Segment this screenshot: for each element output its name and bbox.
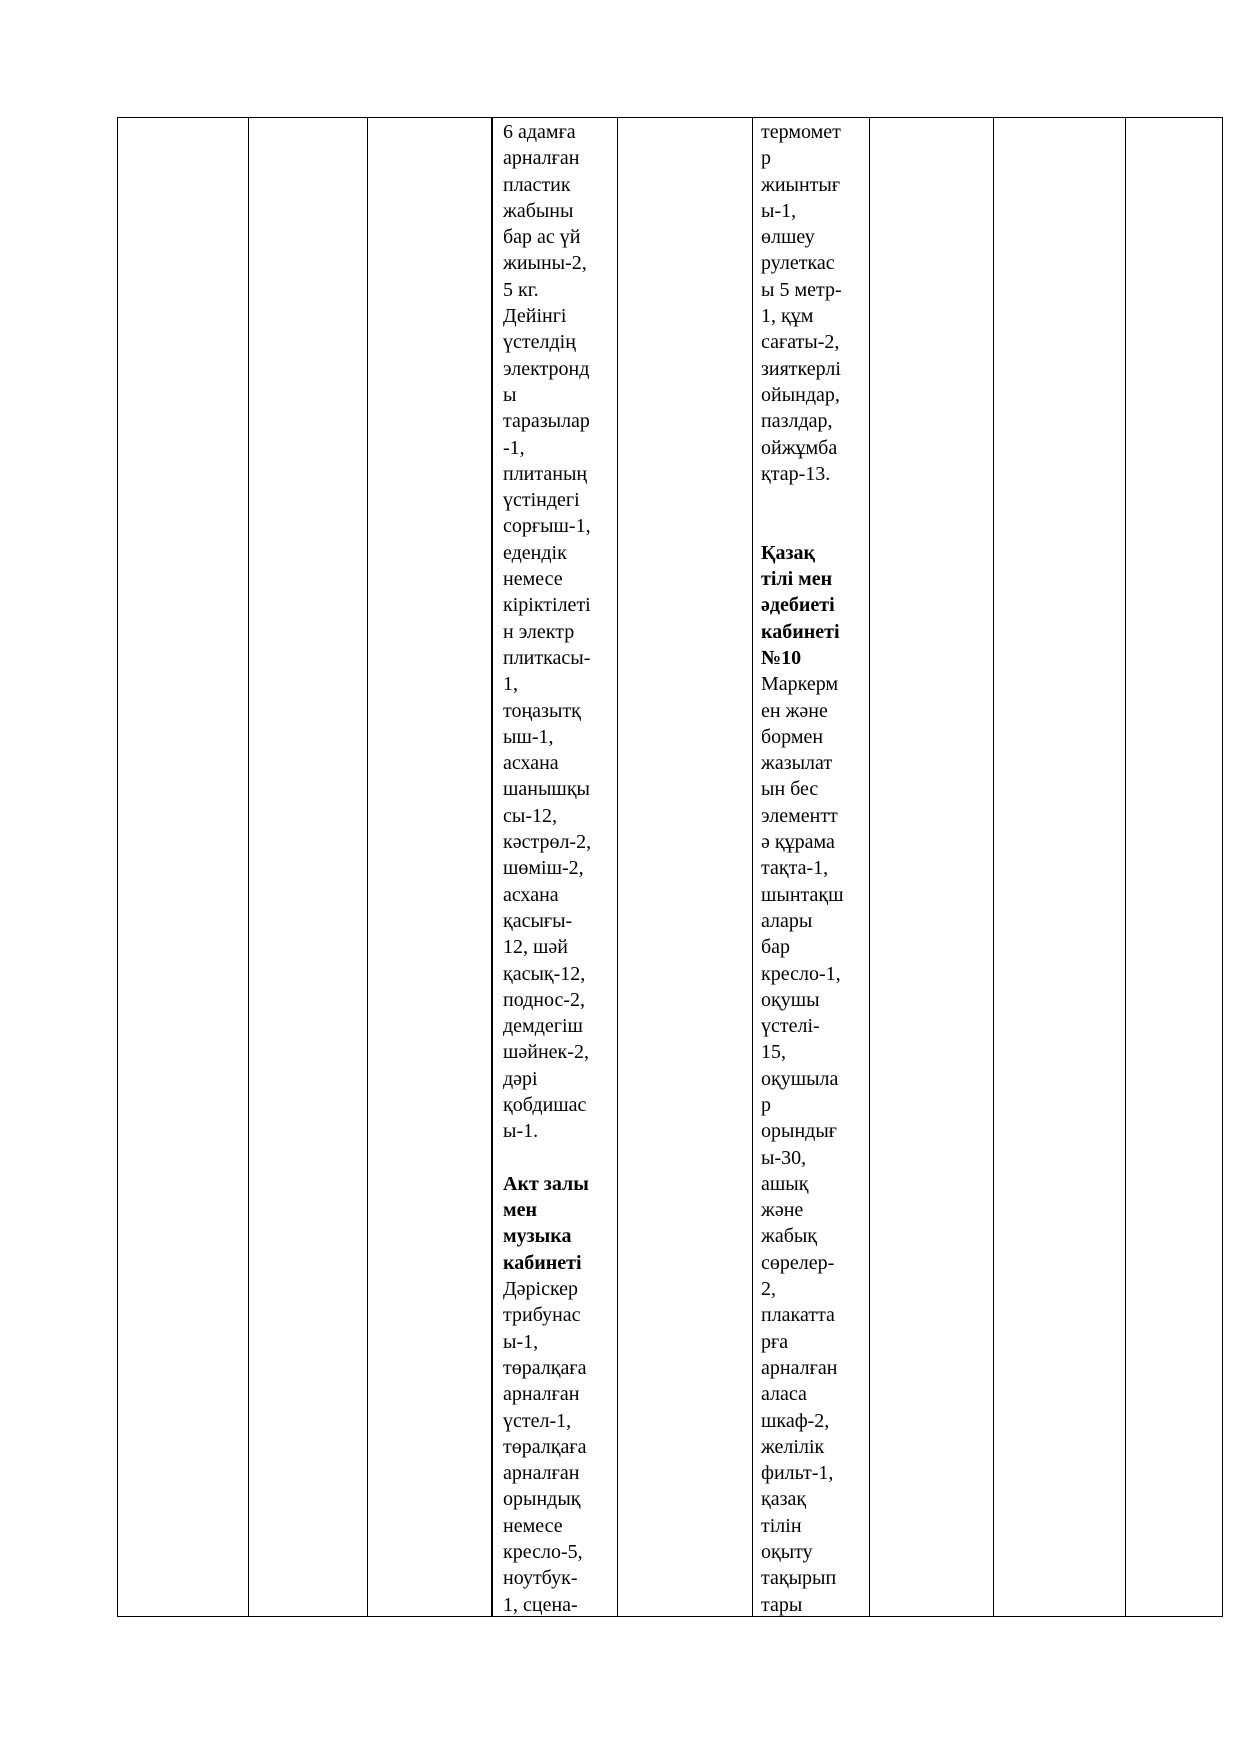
cell-text-line: бормен <box>761 725 824 748</box>
cell-text-line: плиткасы- <box>503 646 591 669</box>
cell-text-line: қазақ <box>761 1488 807 1511</box>
cell-text-line: 15, <box>761 1041 786 1064</box>
table-cell-column-4 <box>503 119 591 1618</box>
column-divider <box>752 118 753 1616</box>
cell-text-line: ен және <box>761 699 828 722</box>
section-heading-line: әдебиеті <box>761 594 835 617</box>
cell-text-line: фильт-1, <box>761 1462 834 1485</box>
cell-text-line: ноутбук- <box>503 1567 578 1590</box>
cell-text-line: шынтақш <box>761 883 844 906</box>
cell-text-line: желілік <box>761 1435 825 1458</box>
cell-text-line: элементт <box>761 804 838 827</box>
cell-text-line: -1, <box>503 436 525 459</box>
cell-text-line <box>761 487 844 513</box>
cell-text-line: үстіндегі <box>503 489 580 512</box>
cell-text-line: поднос-2, <box>503 988 586 1011</box>
cell-text-line: зияткерлі <box>761 357 841 380</box>
cell-text-line: тақырып <box>761 1567 837 1590</box>
cell-text-line: 1, құм <box>761 305 814 328</box>
cell-text-line: қасық-12, <box>503 962 586 985</box>
cell-text-line: ы-1, <box>761 199 797 222</box>
cell-text-line: оқушы <box>761 988 820 1011</box>
section-heading-line: кабинеті <box>503 1251 582 1274</box>
cell-text-line: таразылар <box>503 410 590 433</box>
cell-text-line: жабық <box>761 1225 818 1248</box>
section-heading-line: Акт залы <box>503 1172 589 1195</box>
cell-text-line: асхана <box>503 752 559 775</box>
cell-text-line: немесе <box>503 568 563 591</box>
cell-text-line: аласа <box>761 1383 807 1406</box>
cell-text-line: үстелі- <box>761 1015 820 1038</box>
cell-text-line: Дейінгі <box>503 305 567 328</box>
cell-text-line: шкаф-2, <box>761 1409 830 1432</box>
cell-text-line: бар <box>761 936 791 959</box>
cell-text-line: 12, шәй <box>503 936 568 959</box>
cell-text-line: ашық <box>761 1172 809 1195</box>
equipment-table <box>117 117 1223 1617</box>
section-heading-line: тілі мен <box>761 568 833 591</box>
cell-text-line: бар ас үй <box>503 226 581 249</box>
cell-text-line: арналған <box>503 147 580 170</box>
cell-text-line: рға <box>761 1330 789 1353</box>
cell-text-line: кресло-5, <box>503 1541 583 1564</box>
cell-text-line: үстел-1, <box>503 1409 572 1432</box>
cell-text-line: 2, <box>761 1278 776 1301</box>
cell-text-line: ы-1, <box>503 1330 539 1353</box>
cell-text-line: орындығ <box>761 1120 837 1143</box>
cell-text-line: қтар-13. <box>761 462 831 485</box>
cell-text-line: пазлдар, <box>761 410 833 433</box>
cell-text-line: 5 кг. <box>503 278 539 301</box>
cell-text-line: термомет <box>761 121 841 143</box>
cell-text-line: 6 адамға <box>503 121 576 143</box>
cell-text-line: оқушыла <box>761 1067 839 1090</box>
cell-text-line: 1, сцена- <box>503 1593 578 1616</box>
cell-text-line: оқыту <box>761 1541 813 1564</box>
section-heading-line: кабинеті <box>761 620 840 643</box>
cell-text-line: жиынтығ <box>761 173 841 196</box>
cell-text-line: демдегіш <box>503 1015 583 1038</box>
cell-text-line: пластик <box>503 173 571 196</box>
cell-text-line: арналған <box>503 1462 580 1485</box>
cell-text-line: ә құрама <box>761 831 835 854</box>
cell-text-line: жиыны-2, <box>503 252 587 275</box>
cell-text-line: тоңазытқ <box>503 699 581 722</box>
cell-text-line: р <box>761 147 771 170</box>
cell-text-line: шәйнек-2, <box>503 1041 589 1064</box>
cell-text-line: өлшеу <box>761 226 815 249</box>
column-divider <box>367 118 368 1616</box>
section-heading-line: Қазақ <box>761 541 816 564</box>
cell-text-line: ы-1. <box>503 1120 539 1143</box>
cell-text-line: үстелдің <box>503 331 576 354</box>
cell-text-line: едендік <box>503 541 567 564</box>
cell-text-line: рулеткас <box>761 252 835 275</box>
cell-text-line: 1, <box>503 673 518 696</box>
column-divider <box>617 118 618 1616</box>
cell-text-line: арналған <box>503 1383 580 1406</box>
cell-text-line <box>761 513 844 539</box>
cell-text-line: төралқаға <box>503 1356 587 1379</box>
cell-text-line: асхана <box>503 883 559 906</box>
cell-text-line: Маркерм <box>761 673 839 696</box>
cell-text-line: р <box>761 1093 771 1116</box>
cell-text-line: алары <box>761 909 813 932</box>
column-divider <box>492 118 493 1616</box>
cell-text-line: және <box>761 1199 804 1222</box>
section-heading-line: музыка <box>503 1225 572 1248</box>
cell-text-line: орындық <box>503 1488 581 1511</box>
cell-text-line: ы <box>503 383 517 406</box>
cell-text-line: ойжұмба <box>761 436 838 459</box>
cell-text-line: ойындар, <box>761 383 840 406</box>
cell-text-line <box>503 1145 591 1171</box>
cell-text-line: Дәріскер <box>503 1278 579 1301</box>
cell-text-line: тары <box>761 1593 803 1616</box>
cell-text-line: плакатта <box>761 1304 835 1327</box>
cell-text-line: қобдишас <box>503 1093 587 1116</box>
cell-text-line: кресло-1, <box>761 962 841 985</box>
cell-text-line: тақта-1, <box>761 857 829 880</box>
cell-text-line: кәстрөл-2, <box>503 831 592 854</box>
cell-text-line: трибунас <box>503 1304 581 1327</box>
cell-text-line: немесе <box>503 1514 563 1537</box>
cell-text-line: плитаның <box>503 462 588 485</box>
cell-text-line: төралқаға <box>503 1435 587 1458</box>
cell-text-line: тілін <box>761 1514 802 1537</box>
cell-text-line: қасығы- <box>503 909 573 932</box>
cell-text-line: н электр <box>503 620 575 643</box>
column-divider <box>1125 118 1126 1616</box>
cell-text-line: жазылат <box>761 752 833 775</box>
cell-text-line: жабыны <box>503 199 574 222</box>
cell-text-line: шөміш-2, <box>503 857 584 880</box>
cell-text-line: кіріктілеті <box>503 594 591 617</box>
column-divider <box>248 118 249 1616</box>
cell-text-line: ын бес <box>761 778 819 801</box>
section-heading-line: мен <box>503 1199 538 1222</box>
cell-text-line: сы-12, <box>503 804 557 827</box>
cell-text-line: сорғыш-1, <box>503 515 591 538</box>
column-divider <box>869 118 870 1616</box>
cell-text-line: ыш-1, <box>503 725 554 748</box>
cell-text-line: сағаты-2, <box>761 331 840 354</box>
column-divider <box>491 118 492 1616</box>
cell-text-line: сөрелер- <box>761 1251 835 1274</box>
cell-text-line: арналған <box>761 1356 838 1379</box>
cell-text-line: электронд <box>503 357 590 380</box>
column-divider <box>993 118 994 1616</box>
cell-text-line: шанышқы <box>503 778 590 801</box>
table-cell-column-6 <box>761 119 844 1618</box>
cell-text-line: ы 5 метр- <box>761 278 842 301</box>
cell-text-line: дәрі <box>503 1067 538 1090</box>
cell-text-line: ы-30, <box>761 1146 807 1169</box>
section-heading-line: №10 <box>761 646 802 669</box>
